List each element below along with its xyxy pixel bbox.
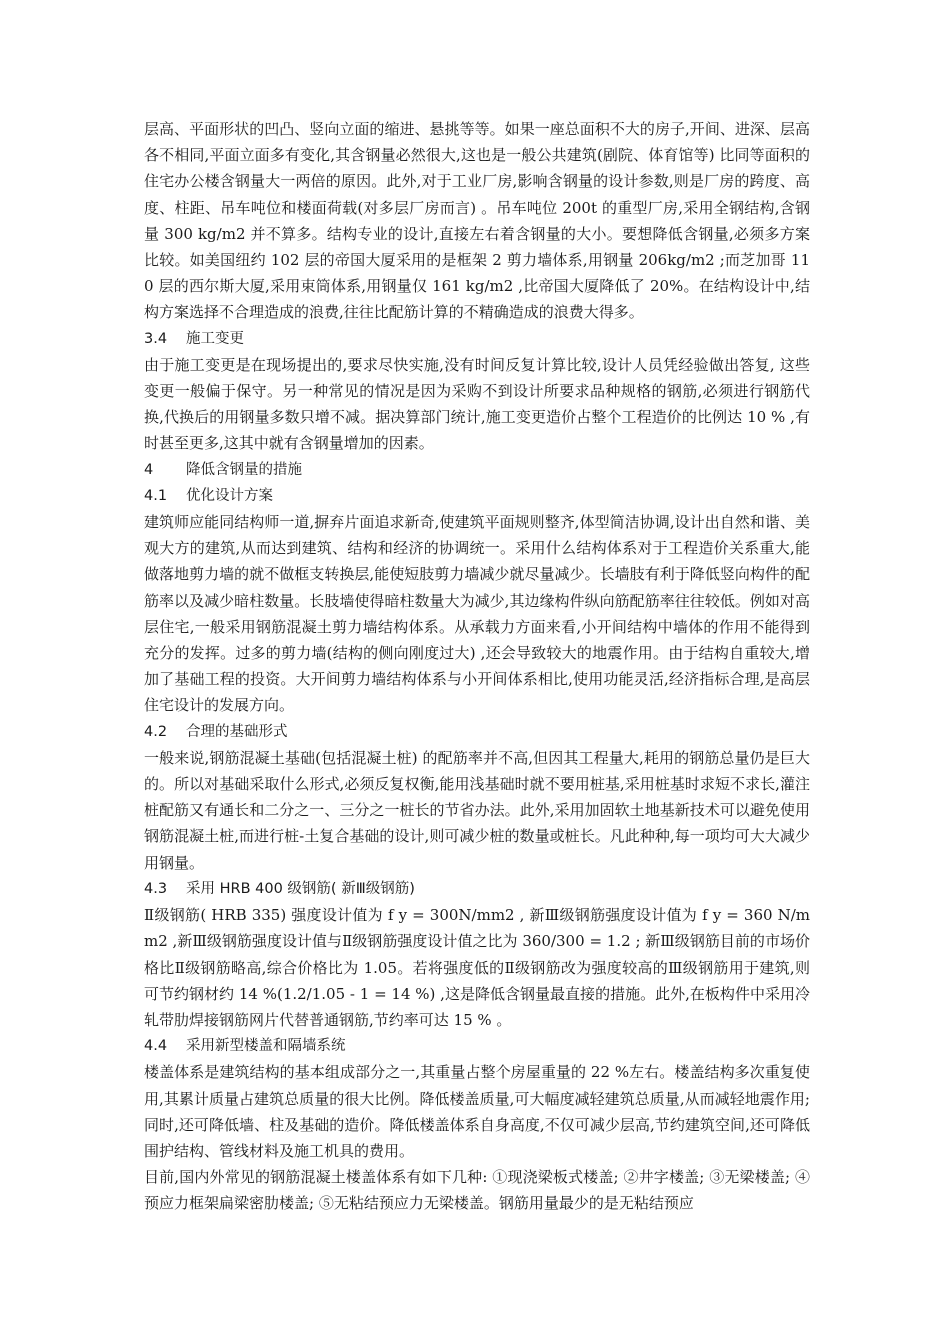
section-number: 4.1: [144, 487, 168, 504]
section-heading-4: [144, 457, 810, 483]
paragraph-construction-change: 由于施工变更是在现场提出的,要求尽快实施,没有时间反复计算比较,设计人员凭经验做出答复, 这些变更一般偏于保守。另一种常见的情况是因为采购不到设计所要求品种规格的钢筋,必须进行钢筋代换,代换后的用钢量多数只增不减。据决算部门统计,施工变更造价占整个工程造价的比例达 10 % ,有时甚至更多,这其中就有含钢量增加的因素。: [144, 355, 810, 453]
section-heading-3-4: [144, 326, 810, 352]
paragraph-optimize-design: 建筑师应能同结构师一道,摒弃片面追求新奇,使建筑平面规则整齐,体型简洁协调,设计出自然和谐、美观大方的建筑,从而达到建筑、结构和经济的协调统一。采用什么结构体系对于工程造价关系重大,能做落地剪力墙的就不做框支转换层,能使短肢剪力墙减少就尽量减少。长墙肢有利于降低竖向构件的配筋率以及减少暗柱数量。长肢墙使得暗柱数量大为减少,其边缘构件纵向筋配筋率往往较低。例如对高层住宅,一般采用钢筋混凝土剪力墙结构体系。从承载力方面来看,小开间结构中墙体的作用不能得到充分的发挥。过多的剪力墙(结构的侧向刚度过大) ,还会导致较大的地震作用。由于结构自重较大,增加了基础工程的投资。大开间剪力墙结构体系与小开间体系相比,使用功能灵活,经济指标合理,是高层住宅设计的发展方向。: [144, 513, 810, 715]
section-title: 优化设计方案: [186, 487, 273, 504]
section-title: 采用新型楼盖和隔墙系统: [186, 1038, 346, 1055]
paragraph-structural-design: 层高、平面形状的凹凸、竖向立面的缩进、悬挑等等。如果一座总面积不大的房子,开间、进深、层高各不相同,平面立面多有变化,其含钢量必然很大,这也是一般公共建筑(剧院、体育馆等) 比同等面积的住宅办公楼含钢量大一两倍的原因。此外,对于工业厂房,影响含钢量的设计参数,则是厂房的跨度、高度、柱距、吊车吨位和楼面荷载(对多层厂房而言) 。吊车吨位 200t 的重型厂房,采用全钢结构,含钢量 300 kg/m2 并不算多。结构专业的设计,直接左右着含钢量的大小。要想降低含钢量,必须多方案比较。如美国纽约 102 层的帝国大厦采用的是框架 2 剪力墙体系,用钢量 206kg/m2 ;而芝加哥 110 层的西尔斯大厦,采用束筒体系,用钢量仅 161 kg/m2 ,比帝国大厦降低了 20%。在结构设计中,结构方案选择不合理造成的浪费,往往比配筋计算的不精确造成的浪费大得多。: [144, 120, 810, 322]
section-heading-4-4: [144, 1033, 810, 1059]
section-number: 4: [144, 461, 154, 478]
section-title: 合理的基础形式: [186, 723, 288, 740]
section-number: 3.4: [144, 330, 168, 347]
section-heading-4-2: [144, 719, 810, 745]
section-heading-4-3: [144, 876, 810, 902]
section-number: 4.2: [144, 723, 168, 740]
paragraph-hrb400: Ⅱ级钢筋( HRB 335) 强度设计值为 f y = 300N/mm2 , 新Ⅲ级钢筋强度设计值为 f y = 360 N/mm2 ,新Ⅲ级钢筋强度设计值与Ⅱ级钢筋强度设计值之比为 360/300 = 1.2 ; 新Ⅲ级钢筋目前的市场价格比Ⅱ级钢筋略高,综合价格比为 1.05。若将强度低的Ⅱ级钢筋改为强度较高的Ⅲ级钢筋用于建筑,则可节约钢材约 14 %(1.2/1.05 - 1 = 14 %) ,这是降低含钢量最直接的措施。此外,在板构件中采用冷轧带肋焊接钢筋网片代替普通钢筋,节约率可达 15 % 。: [144, 906, 810, 1029]
section-title: 施工变更: [186, 330, 244, 347]
paragraph-floor-system: 楼盖体系是建筑结构的基本组成部分之一,其重量占整个房屋重量的 22 %左右。楼盖结构多次重复使用,其累计质量占建筑总质量的很大比例。降低楼盖质量,可大幅度减轻建筑总质量,从而减轻地震作用;同时,还可降低墙、柱及基础的造价。降低楼盖体系自身高度,不仅可减少层高,节约建筑空间,还可降低围护结构、管线材料及施工机具的费用。: [144, 1063, 810, 1160]
section-title: 采用 HRB 400 级钢筋( 新Ⅲ级钢筋): [186, 880, 415, 897]
paragraph-floor-types: 目前,国内外常见的钢筋混凝土楼盖体系有如下几种: ①现浇梁板式楼盖; ②井字楼盖; ③无梁楼盖; ④预应力框架扁梁密肋楼盖; ⑤无粘结预应力无梁楼盖。钢筋用量最少的是无粘结预应: [144, 1168, 810, 1213]
section-number: 4.3: [144, 880, 168, 897]
section-number: 4.4: [144, 1038, 168, 1055]
section-title: 降低含钢量的措施: [186, 461, 302, 478]
paragraph-foundation: 一般来说,钢筋混凝土基础(包括混凝土桩) 的配筋率并不高,但因其工程量大,耗用的钢筋总量仍是巨大的。所以对基础采取什么形式,必须反复权衡,能用浅基础时就不要用桩基,采用桩基时求短不求长,灌注桩配筋又有通长和二分之一、三分之一桩长的节省办法。此外,采用加固软土地基新技术可以避免使用钢筋混凝土桩,而进行桩-土复合基础的设计,则可减少桩的数量或桩长。凡此种种,每一项均可大大减少用钢量。: [144, 748, 810, 872]
document-body: [144, 116, 810, 1217]
section-heading-4-1: [144, 483, 810, 509]
